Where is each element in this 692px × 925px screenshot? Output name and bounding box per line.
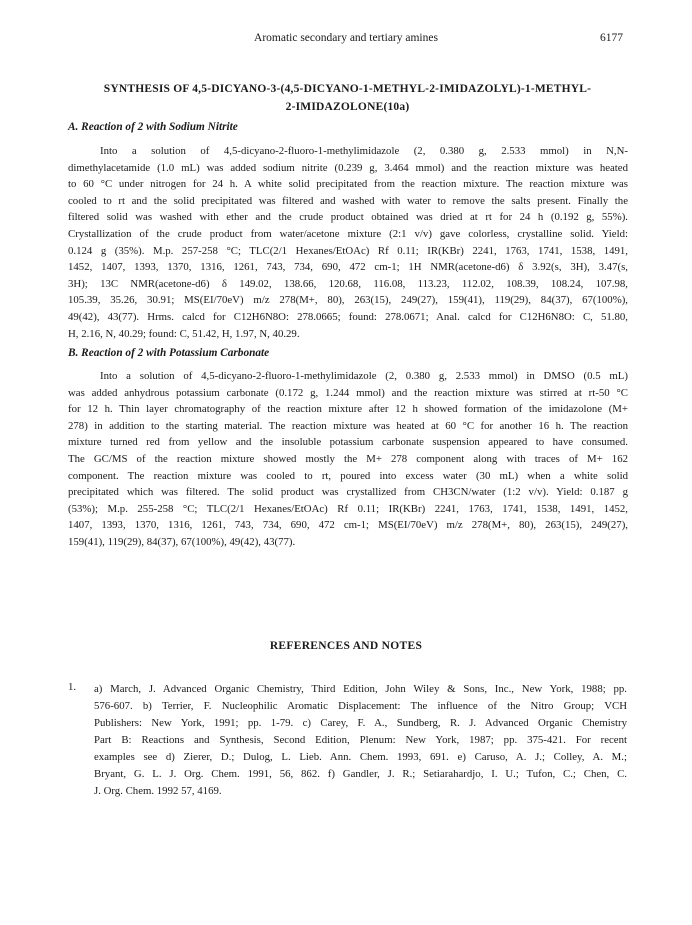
reference-line: Part B: Reactions and Synthesis, Second Edition, Plenum: New York, 1987; pp. 375-421. For recent <box>94 734 627 746</box>
paragraph-line: Crystallization of the crude product from water/acetone mixture (2:1 v/v) gave colorless, crystalline solid. Yield: <box>68 227 628 240</box>
paragraph-line: 159(41), 119(29), 84(37), 67(100%), 49(42), 43(77). <box>68 535 296 548</box>
paragraph-line: 1407, 1393, 1370, 1316, 1261, 743, 734, 690, 472 cm-1; MS(EI/70eV) m/z 278(M+, 80), 263(15), 249(27), <box>68 519 628 532</box>
section-b-paragraph <box>68 368 628 551</box>
paragraph-line: 0.124 g (35%). M.p. 257-258 °C; TLC(2/1 Hexanes/EtOAc) Rf 0.11; IR(KBr) 2241, 1763, 1741, 1538, 1491, <box>68 244 628 257</box>
paragraph-line: 105.39, 35.26, 30.91; MS(EI/70eV) m/z 278(M+, 80), 263(15), 249(27), 159(41), 119(29), 84(37), 67(100%), <box>68 294 628 307</box>
paragraph-line: 3H); 13C NMR(acetone-d6) δ 149.02, 138.66, 120.68, 116.08, 113.23, 112.02, 108.39, 108.24, 107.98, <box>68 277 628 290</box>
synthesis-title-line-2: 2-IMIDAZOLONE(10a) <box>285 101 410 113</box>
paragraph-line: to 60 °C under nitrogen for 24 h. A white solid precipitated from the reaction mixture. The reaction mixture was <box>68 178 628 191</box>
section-b-heading: B. Reaction of 2 with Potassium Carbonate <box>68 347 270 359</box>
paragraph-line: precipitated which was filtered. The solid product was crystallized from CH3CN/water (1:2 v/v). Yield: 0.187 g <box>68 486 628 499</box>
section-a-heading: A. Reaction of 2 with Sodium Nitrite <box>68 121 238 133</box>
paragraph-line: Into a solution of 4,5-dicyano-2-fluoro-1-methylimidazole (2, 0.380 g, 2.533 mmol) in N,N- <box>100 145 628 157</box>
reference-number: 1. <box>68 681 77 693</box>
reference-line: 576-607. b) Terrier, F. Nucleophilic Aromatic Displacement: The influence of the Nitro Group; VCH <box>94 700 627 712</box>
references-heading: REFERENCES AND NOTES <box>269 640 423 652</box>
paragraph-line: for 12 h. Thin layer chromatography of the reaction mixture after 12 h showed formation of the imidazolone (M+ <box>68 403 628 416</box>
reference-line: J. Org. Chem. 1992 57, 4169. <box>94 785 222 797</box>
reference-line: a) March, J. Advanced Organic Chemistry, Third Edition, John Wiley & Sons, Inc., New York, 1988; pp. <box>94 683 627 695</box>
paragraph-line: was added anhydrous potassium carbonate (0.172 g, 1.244 mmol) and the reaction mixture was stirred at rt-50 °C <box>68 386 628 399</box>
reference-line: Publishers: New York, 1991; pp. 1-79. c) Carey, F. A., Sundberg, R. J. Advanced Organic Chemistry <box>94 717 627 729</box>
page-number: 6177 <box>600 32 623 44</box>
paragraph-line: Into a solution of 4,5-dicyano-2-fluoro-1-methylimidazole (2, 0.380 g, 2.533 mmol) in DMSO (0.5 mL) <box>100 370 628 382</box>
running-header-title: Aromatic secondary and tertiary amines <box>254 32 438 44</box>
reference-line: examples see d) Zierer, D.; Dulog, L. Lieb. Ann. Chem. 1993, 691. e) Caruso, A. J.; Colley, A. M.; <box>94 751 627 763</box>
paragraph-line: 49(42), 43(77). Hrms. calcd for C12H6N8O: 278.0665; found: 278.0671; Anal. calcd for C12H6N8O: C, 51.80, <box>68 310 628 323</box>
paragraph-line: filtered solid was washed with ether and the crude product obtained was dried at rt for 24 h (0.192 g, 55%). <box>68 211 628 224</box>
paragraph-line: component. The reaction mixture was cooled to rt, poured into excess water (30 mL) when a white solid <box>68 469 628 482</box>
paragraph-line: (53%); M.p. 255-258 °C; TLC(2/1 Hexanes/EtOAc) Rf 0.11; IR(KBr) 2241, 1763, 1741, 1538, 1491, 1452, <box>68 502 628 515</box>
paragraph-line: dimethylacetamide (1.0 mL) was added sodium nitrite (0.239 g, 3.464 mmol) and the reaction mixture was heated <box>68 161 628 174</box>
section-a-paragraph <box>68 143 628 342</box>
paragraph-line: 1452, 1407, 1393, 1370, 1316, 1261, 743, 734, 690, 472 cm-1; 1H NMR(acetone-d6) δ 3.92(s, 3H), 3.47(s, <box>68 261 628 274</box>
paragraph-line: mixture turned red from yellow and the insoluble potassium carbonate suspension appeared to have consumed. <box>68 436 628 449</box>
reference-entry <box>94 681 627 800</box>
paragraph-line: cooled to rt and the solid precipitated was filtered and washed with water to remove the salts present. Finally the <box>68 194 628 207</box>
paragraph-line: H, 2.16, N, 40.29; found: C, 51.42, H, 1.97, N, 40.29. <box>68 327 300 340</box>
synthesis-title-line-1: SYNTHESIS OF 4,5-DICYANO-3-(4,5-DICYANO-1-METHYL-2-IMIDAZOLYL)-1-METHYL- <box>103 83 592 95</box>
reference-line: Bryant, G. L. J. Org. Chem. 1991, 56, 862. f) Gandler, J. R.; Setiarahardjo, I. U.; Tufon, C.; Chen, C. <box>94 768 627 780</box>
paragraph-line: The GC/MS of the reaction mixture showed mostly the M+ 278 component along with traces of M+ 162 <box>68 452 628 465</box>
paragraph-line: 278) in addition to the starting material. The reaction mixture was heated at 60 °C for another 16 h. The reaction <box>68 419 628 432</box>
synthesis-title <box>60 80 635 116</box>
